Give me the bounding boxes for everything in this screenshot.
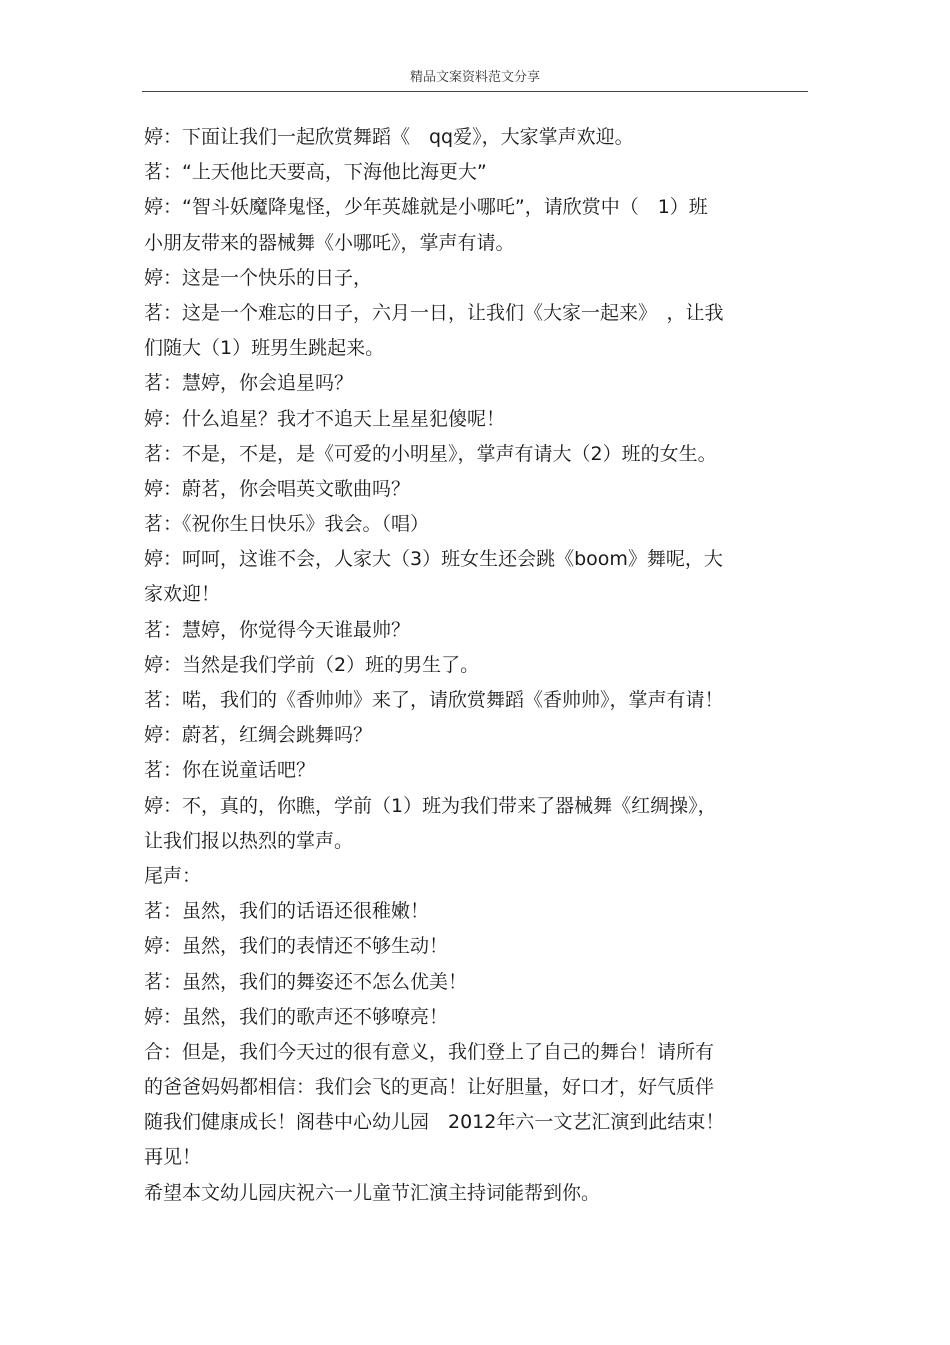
text-line: 婷：虽然，我们的歌声还不够嘹亮！ — [144, 1005, 449, 1028]
text-line: 随我们健康成长！阁巷中心幼儿园 2012年六一文艺汇演到此结束！ — [144, 1111, 725, 1134]
text-line: 婷：蔚茗，你会唱英文歌曲吗？ — [144, 477, 411, 500]
text-line: 小朋友带来的器械舞《小哪吒》，掌声有请。 — [144, 231, 515, 254]
text-line: 婷：这是一个快乐的日子， — [144, 266, 373, 289]
text-line: 婷：下面让我们一起欣赏舞蹈《 qq爱》，大家掌声欢迎。 — [144, 126, 634, 148]
text-line: 茗：虽然，我们的舞姿还不怎么优美！ — [144, 970, 468, 993]
text-line: 茗：你在说童话吧？ — [144, 759, 316, 782]
text-line: 茗：不是，不是，是《可爱的小明星》，掌声有请大（2）班的女生。 — [144, 442, 717, 465]
text-line: 婷：蔚茗，红绸会跳舞吗？ — [144, 724, 373, 747]
text-line: 婷：当然是我们学前（2）班的男生了。 — [144, 653, 480, 676]
text-line: 家欢迎！ — [144, 583, 221, 606]
text-line: 让我们报以热烈的掌声。 — [144, 829, 354, 852]
text-line: 合：但是，我们今天过的很有意义，我们登上了自己的舞台！请所有 — [144, 1040, 715, 1063]
text-line: 的爸爸妈妈都相信：我们会飞的更高！让好胆量，好口才，好气质伴 — [144, 1076, 715, 1099]
text-line: 茗：慧婷，你觉得今天谁最帅？ — [144, 618, 411, 641]
text-line: 茗：慧婷，你会追星吗？ — [144, 372, 354, 395]
section-heading: 尾声： — [144, 864, 202, 887]
text-line: 茗：虽然，我们的话语还很稚嫩！ — [144, 900, 430, 923]
text-line: 们随大（1）班男生跳起来。 — [144, 337, 385, 360]
closing-line: 希望本文幼儿园庆祝六一儿童节汇演主持词能帮到你。 — [144, 1181, 601, 1204]
text-line: 婷：呵呵，这谁不会，人家大（3）班女生还会跳《boom》舞呢，大 — [144, 548, 723, 571]
text-line: 茗：喏，我们的《香帅帅》来了，请欣赏舞蹈《香帅帅》，掌声有请！ — [144, 689, 724, 711]
page-header: 精品文案资料范文分享 — [409, 70, 540, 85]
text-line: 婷：“智斗妖魔降鬼怪，少年英雄就是小哪吒”，请欣赏中（ 1）班 — [144, 196, 708, 219]
text-line: 再见！ — [144, 1146, 202, 1169]
text-line: 茗：这是一个难忘的日子，六月一日，让我们《大家一起来》 ，让我 — [144, 301, 724, 324]
text-line: 婷：不，真的，你瞧，学前（1）班为我们带来了器械舞《红绸操》， — [144, 794, 717, 817]
text-line: 婷：什么追星？我才不追天上星星犯傻呢！ — [144, 407, 506, 430]
text-line: 茗：《祝你生日快乐》我会。（唱） — [144, 513, 430, 536]
text-line: 婷：虽然，我们的表情还不够生动！ — [144, 935, 449, 958]
header-divider — [142, 91, 808, 92]
script-body — [144, 120, 808, 1211]
text-line: 茗：“上天他比天要高，下海他比海更大” — [144, 161, 487, 184]
